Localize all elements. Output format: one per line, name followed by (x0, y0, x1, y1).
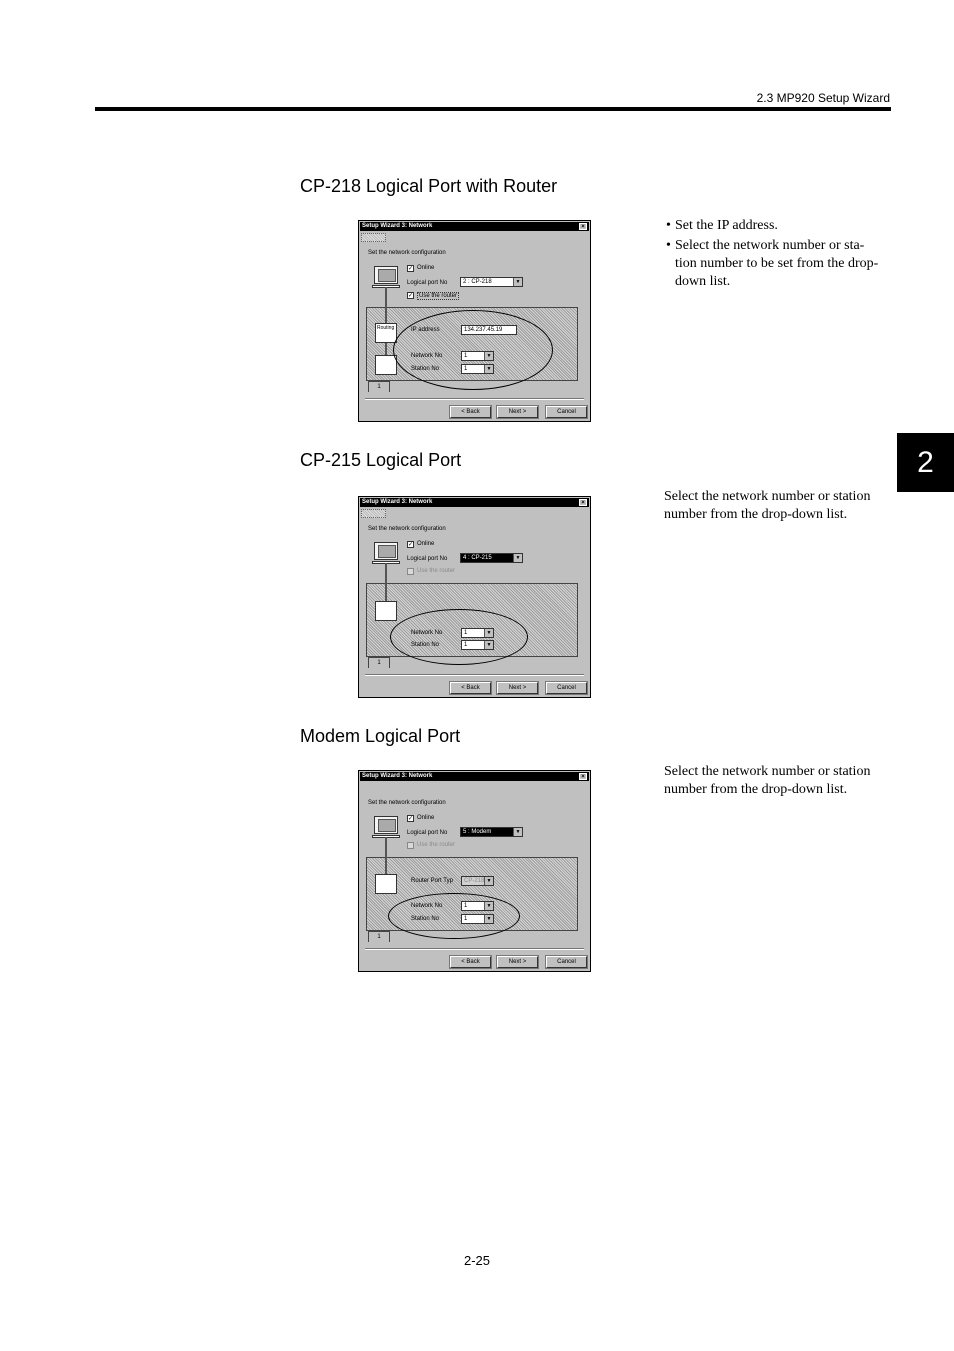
header-rule (95, 107, 891, 111)
dialog-title: Setup Wizard 3: Network (362, 773, 433, 779)
page-number: 2-25 (463, 1253, 491, 1268)
router-port-type-select (461, 876, 494, 886)
back-button[interactable]: < Back (450, 956, 491, 968)
network-no-value: 1 (464, 353, 468, 359)
instruction-text: Set the network configuration (368, 250, 446, 256)
cancel-button[interactable]: Cancel (546, 682, 587, 694)
ip-address-label: IP address (411, 327, 440, 333)
section-title-modem: Modem Logical Port (300, 726, 461, 746)
use-router-checkbox (407, 568, 414, 575)
station-node-icon (375, 874, 397, 894)
logical-port-label: Logical port No (407, 830, 448, 836)
close-icon[interactable]: × (579, 499, 587, 506)
logical-port-label: Logical port No (407, 556, 448, 562)
logical-port-label: Logical port No (407, 280, 448, 286)
online-label: Online (417, 541, 435, 547)
logical-port-value: 4 : CP-215 (463, 555, 492, 561)
cancel-button[interactable]: Cancel (546, 956, 587, 968)
use-router-checkbox[interactable]: ✓ (408, 293, 414, 299)
cancel-button[interactable]: Cancel (546, 406, 587, 418)
close-icon[interactable]: × (579, 223, 587, 230)
note-cp218 (664, 217, 879, 293)
logical-port-value: 2 : CP-218 (463, 279, 492, 285)
wizard-icon (361, 509, 386, 518)
highlight-oval (390, 609, 528, 665)
ip-address-input[interactable]: 134.237.45.19 (461, 325, 517, 335)
highlight-oval (393, 310, 553, 390)
next-button[interactable]: Next > (497, 406, 538, 418)
instruction-text: Set the network configuration (368, 800, 446, 806)
chevron-down-icon: ▼ (513, 828, 522, 836)
next-button[interactable]: Next > (497, 956, 538, 968)
online-label: Online (417, 815, 435, 821)
dialog-titlebar (360, 222, 589, 231)
network-no-label: Network No (411, 903, 443, 909)
online-checkbox[interactable]: ✓ (408, 266, 414, 272)
tab-1[interactable]: 1 (368, 931, 390, 942)
dialog-separator (365, 948, 584, 950)
section-title-cp215: CP-215 Logical Port (300, 450, 462, 470)
back-button[interactable]: < Back (450, 406, 491, 418)
router-port-type-label: Router Port Typ (411, 878, 453, 884)
online-checkbox[interactable]: ✓ (408, 542, 414, 548)
dialog-separator (365, 674, 584, 676)
chevron-down-icon: ▼ (484, 352, 493, 360)
online-label: Online (417, 265, 435, 271)
dialog-title: Setup Wizard 3: Network (362, 499, 433, 505)
chevron-down-icon: ▼ (484, 629, 493, 637)
chevron-down-icon: ▼ (484, 902, 493, 910)
network-no-label: Network No (411, 353, 443, 359)
chevron-down-icon: ▼ (484, 365, 493, 373)
chevron-down-icon: ▼ (484, 641, 493, 649)
close-icon[interactable]: × (579, 773, 587, 780)
station-no-value: 1 (464, 366, 468, 372)
use-router-label: Use the router (419, 293, 458, 299)
running-header: 2.3 MP920 Setup Wizard (756, 91, 890, 105)
connection-line (385, 343, 387, 355)
dialog-titlebar (360, 498, 589, 507)
dialog-title: Setup Wizard 3: Network (362, 223, 433, 229)
logical-port-select[interactable] (460, 827, 523, 837)
back-button[interactable]: < Back (450, 682, 491, 694)
station-no-value: 1 (464, 642, 468, 648)
instruction-text: Set the network configuration (368, 526, 446, 532)
note-item: • Set the IP address. (664, 217, 879, 235)
station-no-label: Station No (411, 642, 440, 648)
logical-port-select[interactable] (460, 277, 523, 287)
station-no-value: 1 (464, 916, 468, 922)
computer-icon (374, 816, 398, 834)
highlight-oval (388, 893, 520, 939)
online-checkbox[interactable]: ✓ (408, 816, 414, 822)
note-cp215: Select the network number or station number from the drop-down list. (664, 489, 871, 522)
chevron-down-icon: ▼ (513, 278, 522, 286)
dialog-titlebar (360, 772, 589, 781)
logical-port-value: 5 : Modem (463, 829, 492, 835)
router-node-label: Routing (377, 325, 395, 331)
router-port-type-value: CP-218 (464, 878, 485, 884)
note-item: • Select the network number or sta-tion number to be set from the drop-down list. (664, 237, 879, 291)
connection-line (385, 837, 387, 874)
network-no-label: Network No (411, 630, 443, 636)
station-no-label: Station No (411, 916, 440, 922)
computer-icon (374, 266, 398, 284)
setup-wizard-dialog-modem (358, 770, 591, 972)
connection-line (385, 287, 387, 323)
router-node-icon (375, 323, 397, 343)
dialog-separator (365, 398, 584, 400)
network-no-value: 1 (464, 630, 468, 636)
use-router-checkbox (407, 842, 414, 849)
station-node-icon (375, 601, 397, 621)
station-no-label: Station No (411, 366, 440, 372)
note-modem: Select the network number or station number from the drop-down list. (664, 764, 871, 797)
connection-line (385, 563, 387, 601)
chevron-down-icon: ▼ (484, 915, 493, 923)
tab-1[interactable]: 1 (368, 381, 390, 392)
next-button[interactable]: Next > (497, 682, 538, 694)
wizard-icon (361, 233, 386, 242)
tab-1[interactable]: 1 (368, 657, 390, 668)
logical-port-select[interactable] (460, 553, 523, 563)
setup-wizard-dialog-cp215 (358, 496, 591, 698)
chevron-down-icon: ▼ (513, 554, 522, 562)
use-router-label: Use the router (417, 568, 456, 574)
use-router-label: Use the router (417, 842, 456, 848)
chevron-down-icon: ▼ (484, 877, 493, 885)
network-no-value: 1 (464, 903, 468, 909)
section-title-cp218: CP-218 Logical Port with Router (300, 176, 558, 196)
computer-icon (374, 542, 398, 560)
chapter-tab: 2 (897, 433, 954, 492)
setup-wizard-dialog-cp218 (358, 220, 591, 422)
